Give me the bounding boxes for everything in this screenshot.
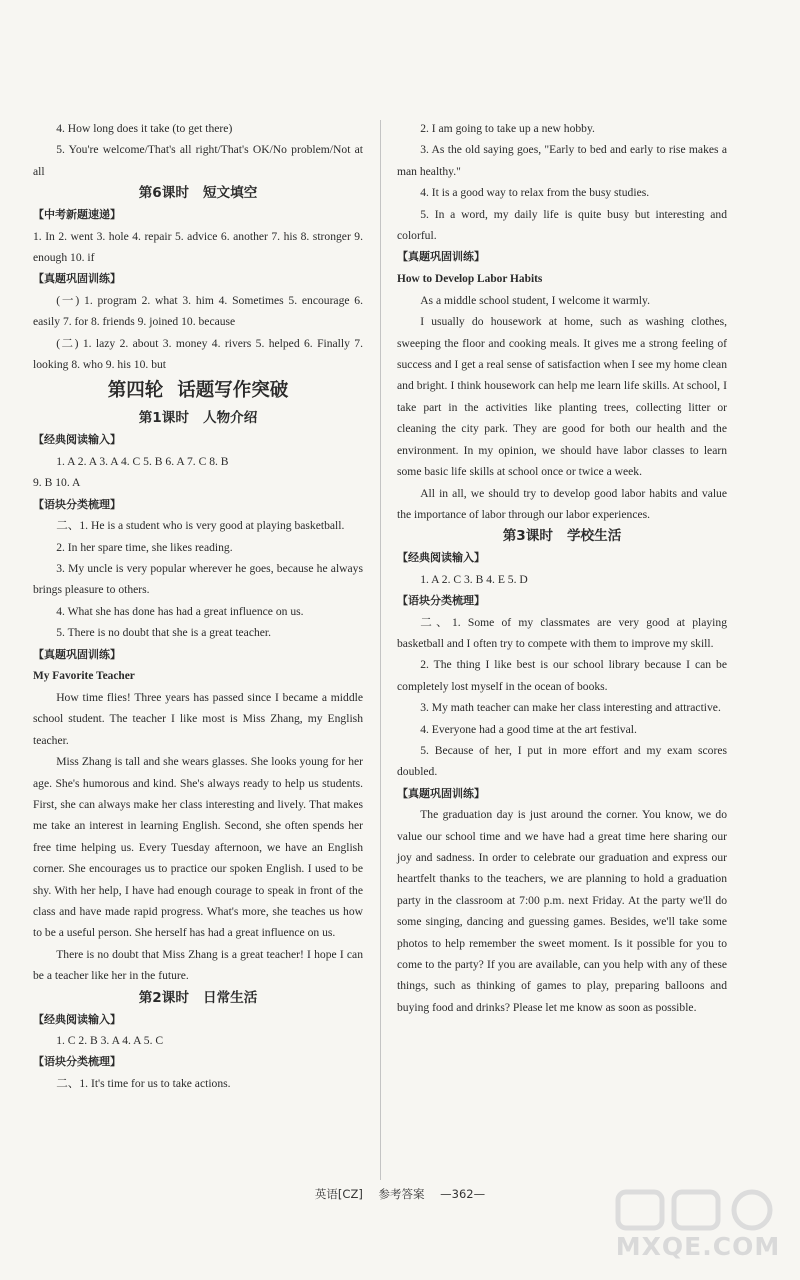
answer-paragraph: 4. Everyone had a good time at the art festival. bbox=[420, 722, 637, 736]
heading-number: 第1课时 bbox=[138, 410, 189, 427]
answer-paragraph: As a middle school student, I welcome it warmly. bbox=[420, 293, 650, 307]
answer-paragraph: All in all, we should try to develop good labor habits and value the importance of labor through our labor experiences. bbox=[397, 486, 727, 521]
footer-subject: 英语[CZ] bbox=[314, 1187, 363, 1201]
watermark-logo-icon bbox=[614, 1188, 782, 1232]
answer-paragraph: 5. In a word, my daily life is quite busy but interesting and colorful. bbox=[397, 207, 727, 243]
section-label: 【语块分类梳理】 bbox=[33, 497, 121, 511]
answer-paragraph: There is no doubt that Miss Zhang is a great teacher! I hope I can be a teacher like her in the future. bbox=[33, 947, 363, 983]
heading-title: 短文填空 bbox=[202, 185, 258, 202]
answer-paragraph: 4. What she has done has had a great influence on us. bbox=[56, 604, 304, 618]
answer-paragraph: 1. A 2. A 3. A 4. C 5. B 6. A 7. C 8. B bbox=[56, 454, 229, 468]
answer-paragraph: 3. As the old saying goes, "Early to bed and early to rise makes a man healthy." bbox=[397, 143, 727, 178]
answer-line: 9. B 10. A bbox=[33, 476, 81, 490]
section-label: 【语块分类梳理】 bbox=[33, 1055, 121, 1069]
section-label: 【经典阅读输入】 bbox=[397, 551, 485, 565]
heading-title: 日常生活 bbox=[202, 989, 258, 1006]
section-label: 【真题巩固训练】 bbox=[397, 250, 485, 264]
heading-number: 第3课时 bbox=[502, 528, 553, 545]
answer-line: 1. In 2. went 3. hole 4. repair 5. advice 6. another 7. his 8. stronger 9. enough 10. if bbox=[33, 229, 363, 265]
right-column bbox=[397, 118, 727, 1018]
heading-title: 话题写作突破 bbox=[177, 380, 289, 402]
answer-paragraph: I usually do housework at home, such as washing clothes, sweeping the floor and cooking meals. It gives me a strong feeling of success and I get a real sense of satisfaction when I see my home clean and bright. I think housework can help me learn life skills. At school, I take part in the activities like planting trees, collecting litter or cleaning the city park. They are good for both our health and the environment. In my opinion, we should have labor classes to learn some basic life skills at school once or twice a week. bbox=[397, 315, 727, 479]
answer-paragraph: 5. Because of her, I put in more effort and my exam scores doubled. bbox=[397, 743, 727, 779]
answer-paragraph: 4. It is a good way to relax from the busy studies. bbox=[420, 186, 650, 200]
answer-paragraph: (二) 1. lazy 2. about 3. money 4. rivers 5. helped 6. Finally 7. looking 8. who 9. his 10. but bbox=[33, 336, 363, 372]
answer-paragraph: 5. You're welcome/That's all right/That's OK/No problem/Not at all bbox=[33, 143, 363, 178]
watermark bbox=[608, 1188, 788, 1268]
answer-paragraph: 2. In her spare time, she likes reading. bbox=[56, 540, 233, 554]
answer-paragraph: 1. A 2. C 3. B 4. E 5. D bbox=[420, 572, 528, 586]
answer-paragraph: How time flies! Three years has passed since I became a middle school student. The teacher I like most is Miss Zhang, my English teacher. bbox=[33, 690, 363, 747]
section-label: 【经典阅读输入】 bbox=[33, 433, 121, 447]
answer-paragraph: 1. C 2. B 3. A 4. A 5. C bbox=[56, 1034, 164, 1048]
unit-heading bbox=[33, 376, 363, 406]
heading-number: 第6课时 bbox=[138, 185, 189, 202]
answer-paragraph: 2. The thing I like best is our school library because I can be completely lost myself in the ocean of books. bbox=[397, 658, 727, 693]
lesson-heading bbox=[33, 407, 363, 429]
left-column bbox=[33, 118, 363, 1094]
footer-label: 参考答案 bbox=[378, 1187, 425, 1201]
heading-title: 人物介绍 bbox=[202, 410, 258, 427]
answer-paragraph: Miss Zhang is tall and she wears glasses. She looks young for her age. She's humorous and kind. She's always ready to help us students. First, she can always make her class interesting and lively. That makes me take an interest in learning English. Second, she often spends her free time helping us. Every Tuesday afternoon, we have an English corner. She encourages us to practice our spoken English. I used to be shy. With her help, I have had enough courage to speak in front of the class and have made rapid progress. What's more, she teaches us how to be a useful person. She herself has had a great influence on us. bbox=[33, 755, 363, 940]
answer-paragraph: 5. There is no doubt that she is a great teacher. bbox=[56, 626, 272, 640]
answer-paragraph: 二、1. It's time for us to take actions. bbox=[56, 1076, 231, 1090]
section-label: 【语块分类梳理】 bbox=[397, 594, 485, 608]
answer-paragraph: 二、1. He is a student who is very good at playing basketball. bbox=[56, 519, 345, 533]
answer-paragraph: 3. My math teacher can make her class interesting and attractive. bbox=[420, 701, 721, 715]
page-number: —362— bbox=[440, 1187, 486, 1201]
heading-number: 第2课时 bbox=[138, 989, 189, 1006]
answer-paragraph: (一) 1. program 2. what 3. him 4. Sometimes 5. encourage 6. easily 7. for 8. friends 9. joined 10. because bbox=[33, 293, 363, 329]
answer-paragraph: 4. How long does it take (to get there) bbox=[56, 122, 233, 135]
answer-paragraph: The graduation day is just around the corner. You know, we do value our school time and we have had a great time here sharing our joy and sadness. In order to celebrate our graduation and express our heartfelt thanks to the teachers, we are planning to hold a graduation party in the classroom at 7:00 p.m. next Friday. At the party we'll do some singing, dancing and guessing games. Besides, we'll take some photos to help remember the sweet moment. Is it possible for you to come to the party? If you are available, can you help with any of these things, such as thinking of games to play, preparing balloons and buying food and drinks? Please let me know as soon as possible. bbox=[397, 808, 727, 1014]
essay-title: My Favorite Teacher bbox=[33, 669, 135, 682]
lesson-heading bbox=[33, 182, 363, 204]
lesson-heading bbox=[33, 987, 363, 1009]
answer-paragraph: 二、1. Some of my classmates are very good at playing basketball and I often try to compete with them to improve my skill. bbox=[397, 615, 727, 650]
essay-title: How to Develop Labor Habits bbox=[397, 272, 543, 285]
answer-paragraph: 2. I am going to take up a new hobby. bbox=[420, 122, 595, 135]
watermark-text: MXQE.COM bbox=[615, 1232, 781, 1261]
section-label: 【中考新题速递】 bbox=[33, 208, 121, 222]
heading-title: 学校生活 bbox=[566, 528, 622, 545]
column-divider bbox=[380, 120, 381, 1180]
section-label: 【经典阅读输入】 bbox=[33, 1012, 121, 1026]
answer-paragraph: 3. My uncle is very popular wherever he goes, because he always brings pleasure to others. bbox=[33, 561, 363, 597]
lesson-heading bbox=[397, 525, 727, 547]
section-label: 【真题巩固训练】 bbox=[33, 272, 121, 286]
section-label: 【真题巩固训练】 bbox=[397, 786, 485, 800]
heading-number: 第四轮 bbox=[107, 380, 164, 402]
section-label: 【真题巩固训练】 bbox=[33, 647, 121, 661]
